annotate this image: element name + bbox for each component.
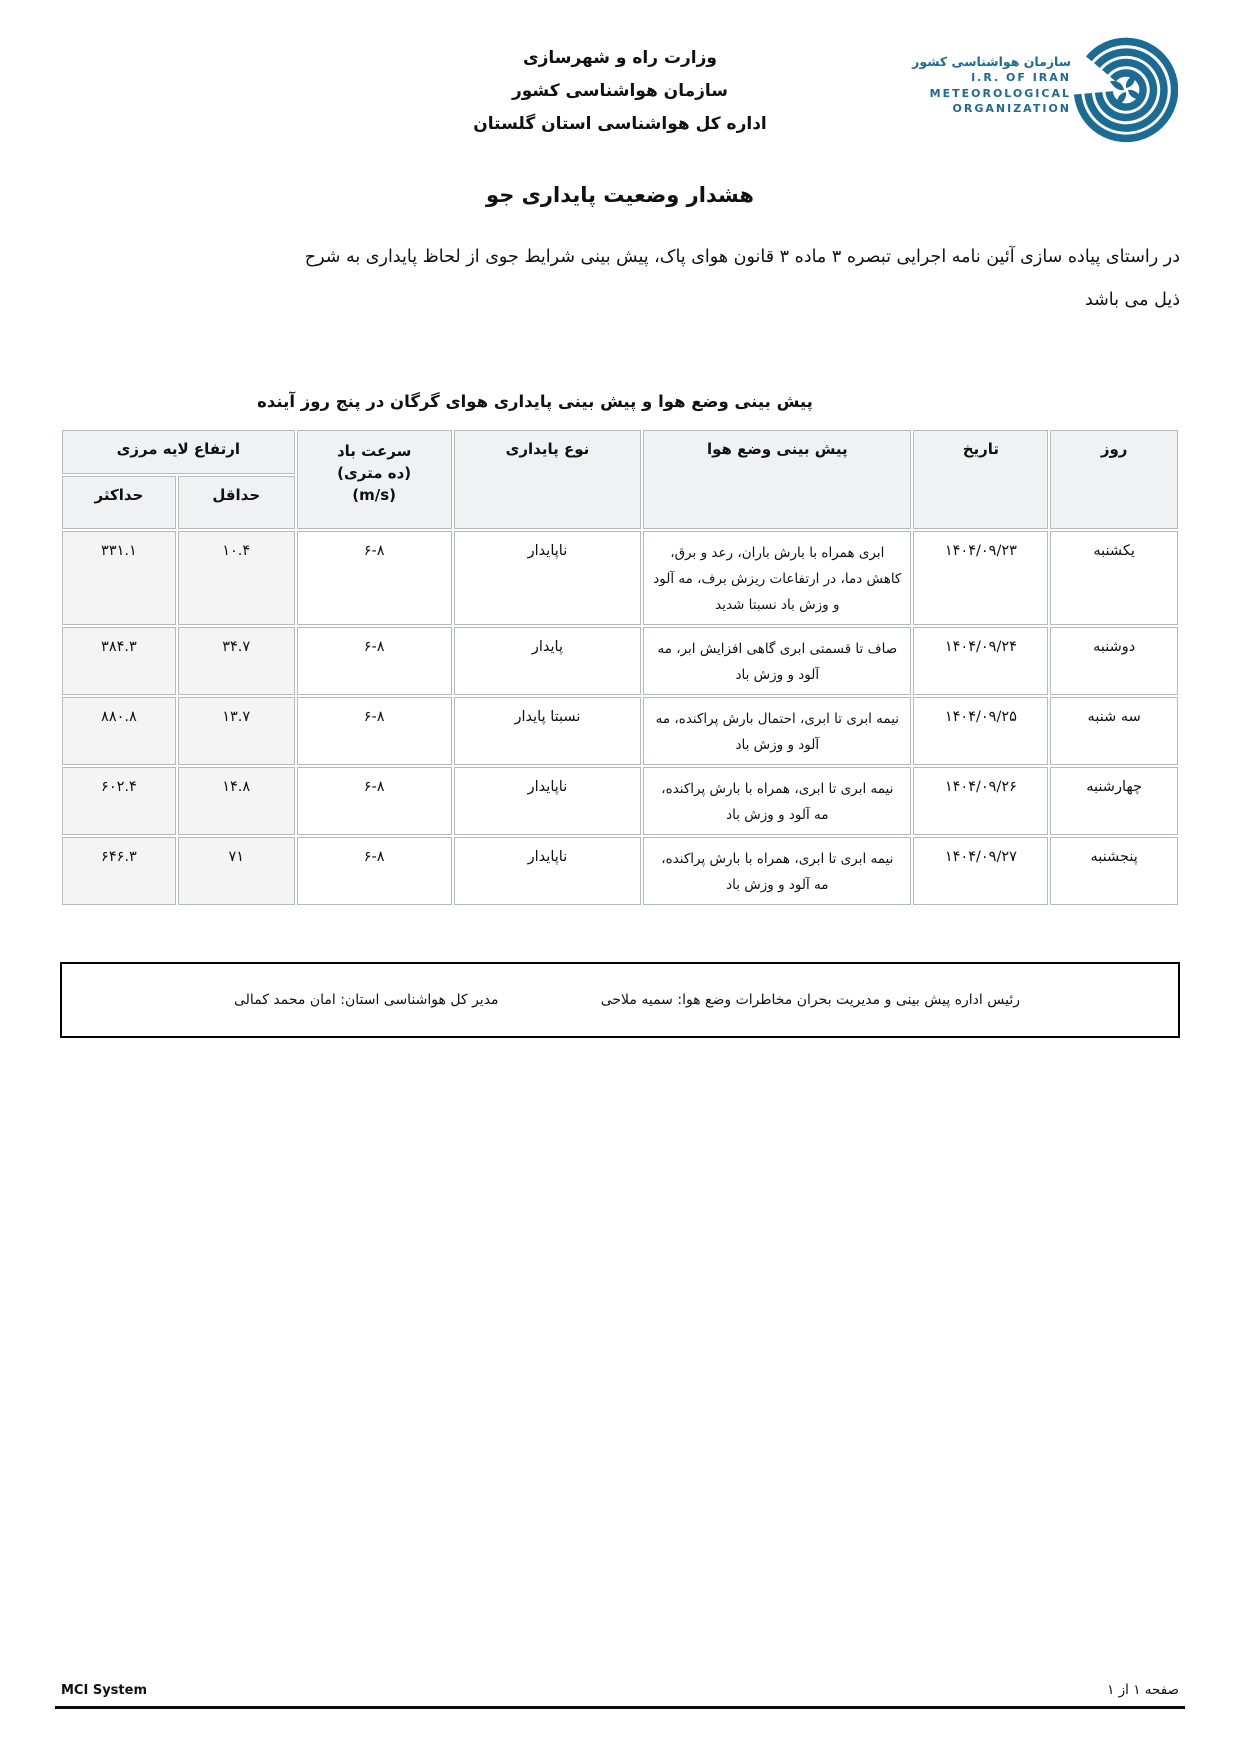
col-header-stability: نوع پایداری bbox=[454, 430, 642, 529]
min-blh-cell: ۱۰.۴ bbox=[178, 531, 295, 625]
page-number: صفحه ۱ از ۱ bbox=[1107, 1682, 1179, 1698]
max-blh-cell: ۳۳۱.۱ bbox=[62, 531, 176, 625]
stability-cell: ناپایدار bbox=[454, 837, 642, 905]
min-blh-cell: ۳۴.۷ bbox=[178, 627, 295, 695]
wind-header-unit: (m/s) bbox=[352, 486, 397, 504]
wind-cell: ۶-۸ bbox=[297, 531, 452, 625]
forecast-cell: نیمه ابری تا ابری، احتمال بارش پراکنده، مه آلود و وزش باد bbox=[643, 697, 911, 765]
logo-line-organization: ORGANIZATION bbox=[952, 102, 1071, 115]
forecast-head-signature: رئیس اداره پیش بینی و مدیریت بحران مخاطرات وضع هوا: سمیه ملاحی bbox=[600, 992, 1020, 1008]
forecast-cell: ابری همراه با بارش باران، رعد و برق، کاهش دما، در ارتفاعات ریزش برف، مه آلود و وزش باد نسبتا شدید bbox=[643, 531, 911, 625]
max-blh-cell: ۶۰۲.۴ bbox=[62, 767, 176, 835]
max-blh-cell: ۸۸۰.۸ bbox=[62, 697, 176, 765]
date-cell: ۱۴۰۴/۰۹/۲۵ bbox=[913, 697, 1048, 765]
min-blh-cell: ۷۱ bbox=[178, 837, 295, 905]
logo-line-meteorological: METEOROLOGICAL bbox=[929, 86, 1071, 100]
intro-paragraph bbox=[60, 236, 1180, 322]
max-blh-cell: ۳۸۴.۳ bbox=[62, 627, 176, 695]
ministry-name: وزارت راه و شهرسازی bbox=[522, 48, 717, 68]
page-footer bbox=[55, 1682, 1185, 1709]
table-row bbox=[62, 697, 1178, 765]
col-header-min: حداقل bbox=[178, 476, 295, 529]
day-cell: سه شنبه bbox=[1050, 697, 1178, 765]
table-row bbox=[62, 531, 1178, 625]
date-cell: ۱۴۰۴/۰۹/۲۶ bbox=[913, 767, 1048, 835]
table-row bbox=[62, 627, 1178, 695]
intro-line-1: در راستای پیاده سازی آئین نامه اجرایی تبصره ۳ ماده ۳ قانون هوای پاک، پیش بینی شرایط جوی از لحاظ پایداری به شرح bbox=[304, 247, 1180, 267]
table-row bbox=[62, 837, 1178, 905]
signature-box bbox=[60, 962, 1180, 1038]
day-cell: دوشنبه bbox=[1050, 627, 1178, 695]
day-cell: چهارشنبه bbox=[1050, 767, 1178, 835]
forecast-cell: صاف تا قسمتی ابری گاهی افزایش ابر، مه آلود و وزش باد bbox=[643, 627, 911, 695]
date-cell: ۱۴۰۴/۰۹/۲۷ bbox=[913, 837, 1048, 905]
logo-org-name-fa: سازمان هواشناسی کشور bbox=[912, 54, 1071, 69]
wind-cell: ۶-۸ bbox=[297, 837, 452, 905]
col-header-max: حداکثر bbox=[62, 476, 176, 529]
col-header-date: تاریخ bbox=[913, 430, 1048, 529]
wind-cell: ۶-۸ bbox=[297, 767, 452, 835]
intro-line-2: ذیل می باشد bbox=[1084, 290, 1180, 310]
min-blh-cell: ۱۴.۸ bbox=[178, 767, 295, 835]
stability-cell: ناپایدار bbox=[454, 767, 642, 835]
table-row bbox=[62, 767, 1178, 835]
date-cell: ۱۴۰۴/۰۹/۲۳ bbox=[913, 531, 1048, 625]
system-label: MCI System bbox=[61, 1683, 147, 1698]
wind-cell: ۶-۸ bbox=[297, 627, 452, 695]
table-title: پیش بینی وضع هوا و پیش بینی پایداری هوای گرگان در پنج روز آینده bbox=[257, 392, 813, 411]
col-header-wind-speed bbox=[297, 430, 452, 529]
forecast-cell: نیمه ابری تا ابری، همراه با بارش پراکنده، مه آلود و وزش باد bbox=[643, 837, 911, 905]
forecast-table bbox=[60, 428, 1180, 907]
logo-line-ir-of-iran: I.R. OF IRAN bbox=[971, 71, 1071, 84]
col-header-boundary-layer-height: ارتفاع لایه مرزی bbox=[62, 430, 295, 474]
wind-header-line2: (ده متری) bbox=[337, 464, 412, 482]
organization-name: سازمان هواشناسی کشور bbox=[511, 81, 728, 101]
min-blh-cell: ۱۳.۷ bbox=[178, 697, 295, 765]
date-cell: ۱۴۰۴/۰۹/۲۴ bbox=[913, 627, 1048, 695]
letterhead bbox=[90, 42, 1150, 141]
col-header-day: روز bbox=[1050, 430, 1178, 529]
wind-header-line1: سرعت باد bbox=[336, 442, 412, 460]
provincial-office-name: اداره کل هواشناسی استان گلستان bbox=[473, 114, 767, 134]
stability-cell: نسبتا پایدار bbox=[454, 697, 642, 765]
day-cell: پنجشنبه bbox=[1050, 837, 1178, 905]
max-blh-cell: ۶۴۶.۳ bbox=[62, 837, 176, 905]
forecast-cell: نیمه ابری تا ابری، همراه با بارش پراکنده، مه آلود و وزش باد bbox=[643, 767, 911, 835]
director-general-signature: مدیر کل هواشناسی استان: امان محمد کمالی bbox=[234, 992, 499, 1008]
stability-cell: ناپایدار bbox=[454, 531, 642, 625]
stability-cell: پایدار bbox=[454, 627, 642, 695]
wind-cell: ۶-۸ bbox=[297, 697, 452, 765]
day-cell: یکشنبه bbox=[1050, 531, 1178, 625]
col-header-forecast: پیش بینی وضع هوا bbox=[643, 430, 911, 529]
page-title: هشدار وضعیت پایداری جو bbox=[486, 183, 754, 207]
